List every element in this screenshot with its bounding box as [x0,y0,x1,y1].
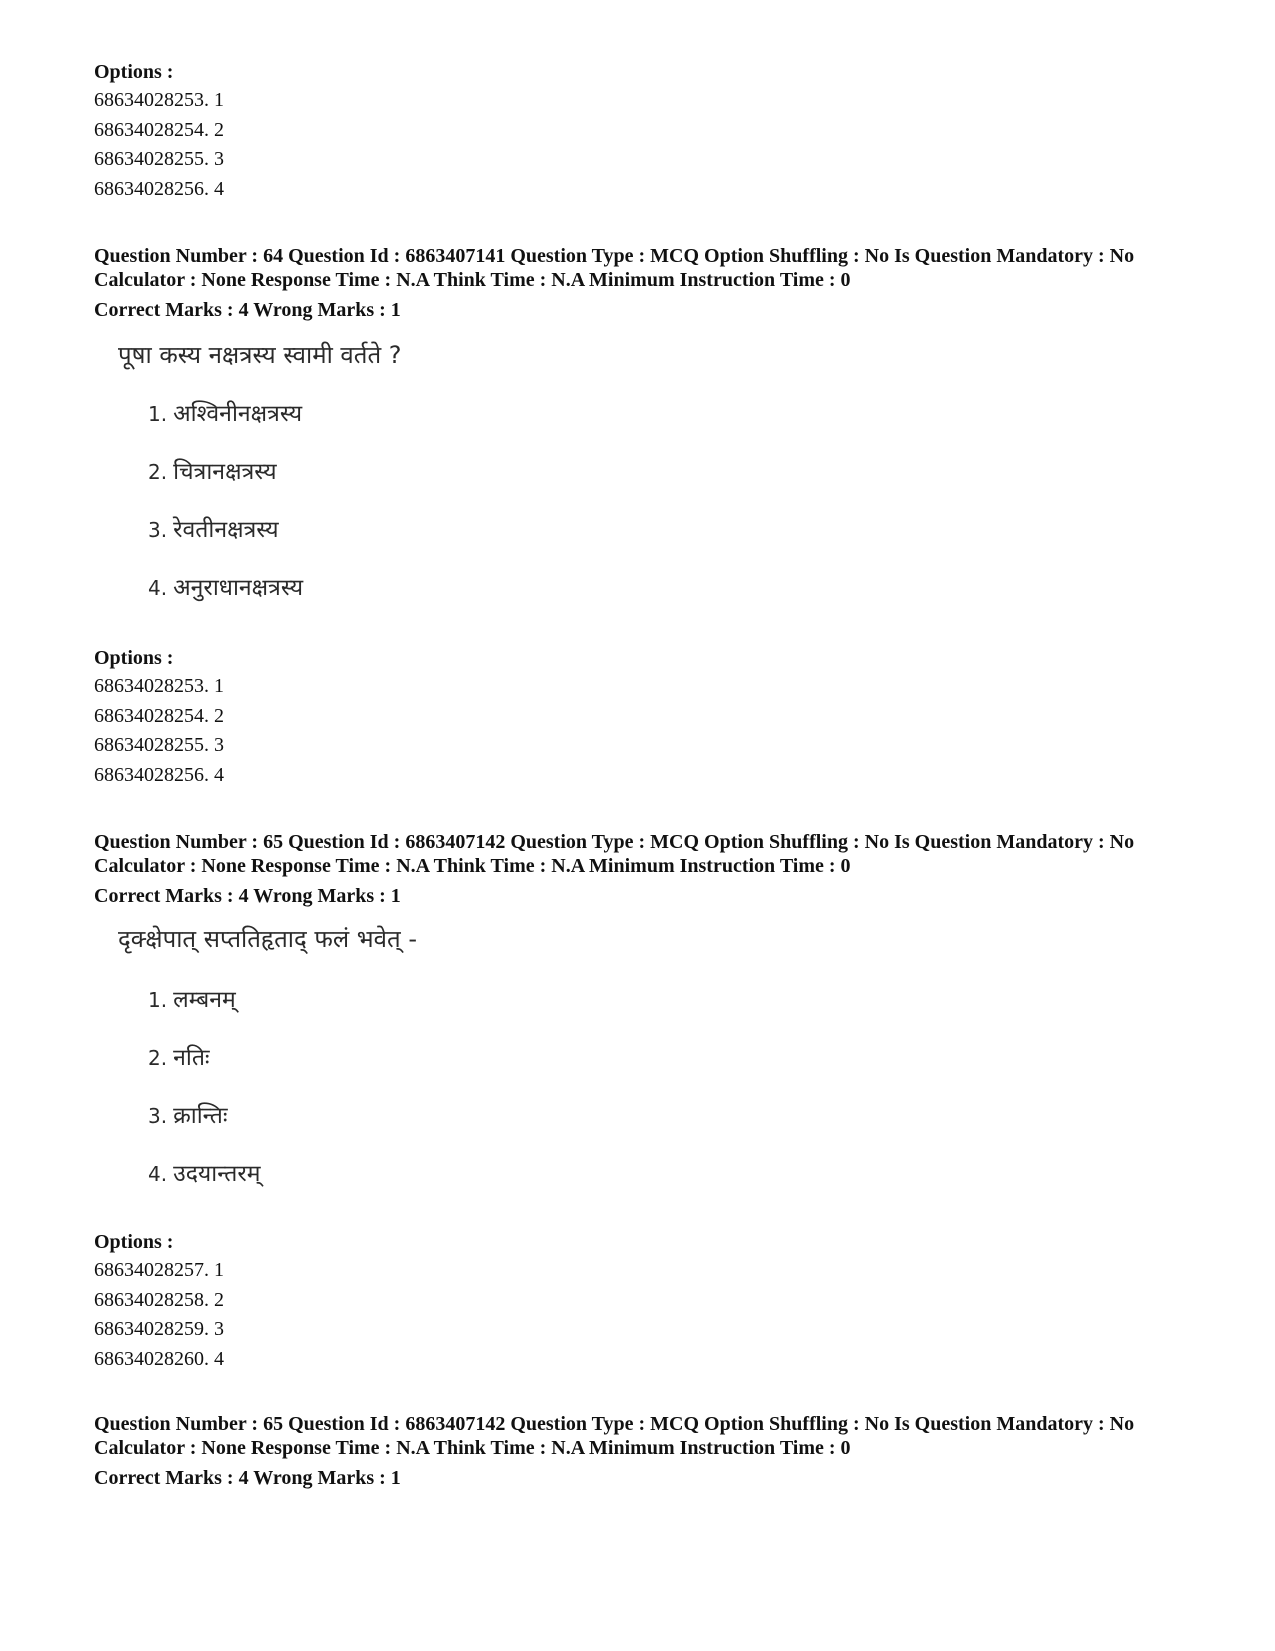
option-line: 68634028253. 1 [94,675,224,697]
question-choice [148,512,279,544]
question-choice [148,1156,261,1188]
choice-text: उदयान्तरम् [173,1161,261,1187]
choice-number: 1. [148,988,168,1012]
option-line: 68634028254. 2 [94,118,224,141]
options-title: Options : [94,647,174,669]
choice-text: लम्बनम् [173,987,236,1013]
question-image [94,914,694,1204]
question-marks: Correct Marks : 4 Wrong Marks : 1 [94,885,401,907]
options-block [94,1228,224,1374]
question-image-content [94,330,694,620]
question-marks: Correct Marks : 4 Wrong Marks : 1 [94,299,401,321]
choice-number: 3. [148,518,168,542]
options-block [94,644,224,790]
option-line: 68634028256. 4 [94,763,224,786]
choice-text: अश्विनीनक्षत्रस्य [173,401,303,427]
option-line: 68634028253. 1 [94,89,224,111]
question-choice [148,454,277,486]
choice-number: 3. [148,1104,168,1128]
option-line: 68634028255. 3 [94,148,224,170]
question-header-block [94,830,1214,910]
choice-text: रेवतीनक्षत्रस्य [173,517,279,543]
choice-number: 2. [148,460,168,484]
question-marks: Correct Marks : 4 Wrong Marks : 1 [94,1467,401,1489]
question-choice [148,396,302,428]
choice-number: 2. [148,1046,168,1070]
question-header-block [94,1412,1214,1492]
question-stem: दृक्क्षेपात् सप्ततिहृताद् फलं भवेत् - [118,925,417,953]
question-header: Question Number : 65 Question Id : 6863407142 Question Type : MCQ Option Shuffling : No Is Question Mandatory : No Calculator : None Response Time : N.A Think Time : N.A Minimum Instruction Time : 0 [94,1413,1135,1459]
option-line: 68634028259. 3 [94,1318,224,1340]
choice-text: क्रान्तिः [173,1103,228,1129]
choice-number: 1. [148,402,168,426]
choice-text: नतिः [173,1045,210,1071]
question-header: Question Number : 65 Question Id : 6863407142 Question Type : MCQ Option Shuffling : No Is Question Mandatory : No Calculator : None Response Time : N.A Think Time : N.A Minimum Instruction Time : 0 [94,831,1135,877]
option-line: 68634028260. 4 [94,1347,224,1370]
option-line: 68634028258. 2 [94,1288,224,1311]
question-choice [148,570,303,602]
option-line: 68634028254. 2 [94,704,224,727]
option-line: 68634028255. 3 [94,734,224,756]
choice-text: चित्रानक्षत्रस्य [173,459,277,485]
option-line: 68634028256. 4 [94,177,224,200]
options-block-top [94,58,224,204]
choice-number: 4. [148,1162,168,1186]
choice-text: अनुराधानक्षत्रस्य [173,575,304,601]
question-image-content [94,914,694,1204]
question-header-block [94,244,1214,324]
options-title: Options : [94,1231,174,1253]
question-choice [148,1040,210,1072]
choice-number: 4. [148,576,168,600]
question-header: Question Number : 64 Question Id : 6863407141 Question Type : MCQ Option Shuffling : No Is Question Mandatory : No Calculator : None Response Time : N.A Think Time : N.A Minimum Instruction Time : 0 [94,245,1135,291]
question-image [94,330,694,620]
options-title: Options : [94,61,174,83]
option-line: 68634028257. 1 [94,1259,224,1281]
question-stem: पूषा कस्य नक्षत्रस्य स्वामी वर्तते ? [118,341,402,369]
question-choice [148,982,236,1014]
question-choice [148,1098,228,1130]
